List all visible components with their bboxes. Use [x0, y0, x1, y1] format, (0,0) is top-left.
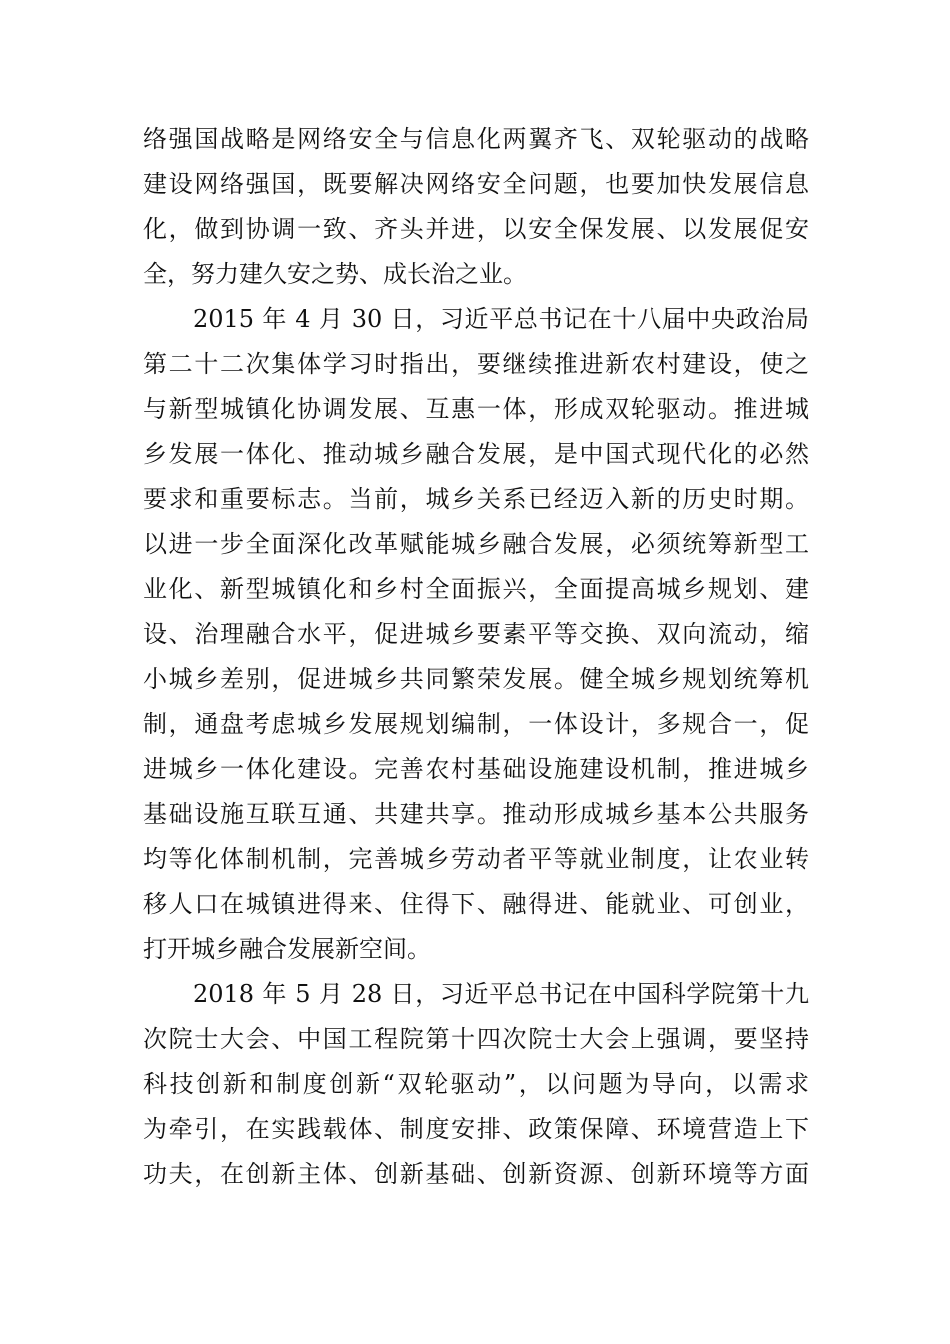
- text-line: 小城乡差别，促进城乡共同繁荣发展。健全城乡规划统筹机: [143, 665, 809, 693]
- text-line: 设、治理融合水平，促进城乡要素平等交换、双向流动，缩: [143, 620, 809, 648]
- text-line: 建设网络强国，既要解决网络安全问题，也要加快发展信息: [143, 170, 809, 198]
- text-line: 乡发展一体化、推动城乡融合发展，是中国式现代化的必然: [143, 440, 809, 468]
- text-line: 第二十二次集体学习时指出，要继续推进新农村建设，使之: [143, 350, 809, 378]
- text-line: 移人口在城镇进得来、住得下、融得进、能就业、可创业，: [143, 890, 809, 918]
- paragraph-start-line: 2018 年 5 月 28 日，习近平总书记在中国科学院第十九: [193, 980, 809, 1008]
- text-line: 均等化体制机制，完善城乡劳动者平等就业制度，让农业转: [143, 845, 809, 873]
- text-line: 为牵引，在实践载体、制度安排、政策保障、环境营造上下: [143, 1115, 809, 1143]
- text-line: 次院士大会、中国工程院第十四次院士大会上强调，要坚持: [143, 1025, 809, 1053]
- text-line: 功夫，在创新主体、创新基础、创新资源、创新环境等方面: [143, 1160, 809, 1188]
- text-line: 制，通盘考虑城乡发展规划编制，一体设计，多规合一，促: [143, 710, 809, 738]
- text-line: 科技创新和制度创新“双轮驱动”，以问题为导向，以需求: [143, 1070, 809, 1098]
- text-line: 化，做到协调一致、齐头并进，以安全保发展、以发展促安: [143, 215, 809, 243]
- text-line: 与新型城镇化协调发展、互惠一体，形成双轮驱动。推进城: [143, 395, 809, 423]
- text-line: 业化、新型城镇化和乡村全面振兴，全面提高城乡规划、建: [143, 575, 809, 603]
- text-line: 全，努力建久安之势、成长治之业。: [143, 260, 527, 288]
- text-line: 要求和重要标志。当前，城乡关系已经迈入新的历史时期。: [143, 485, 809, 513]
- paragraph-start-line: 2015 年 4 月 30 日，习近平总书记在十八届中央政治局: [193, 305, 809, 333]
- text-line: 以进一步全面深化改革赋能城乡融合发展，必须统筹新型工: [143, 530, 809, 558]
- text-line: 进城乡一体化建设。完善农村基础设施建设机制，推进城乡: [143, 755, 809, 783]
- text-line: 打开城乡融合发展新空间。: [143, 935, 431, 963]
- text-line: 络强国战略是网络安全与信息化两翼齐飞、双轮驱动的战略: [143, 125, 809, 153]
- text-line: 基础设施互联互通、共建共享。推动形成城乡基本公共服务: [143, 800, 809, 828]
